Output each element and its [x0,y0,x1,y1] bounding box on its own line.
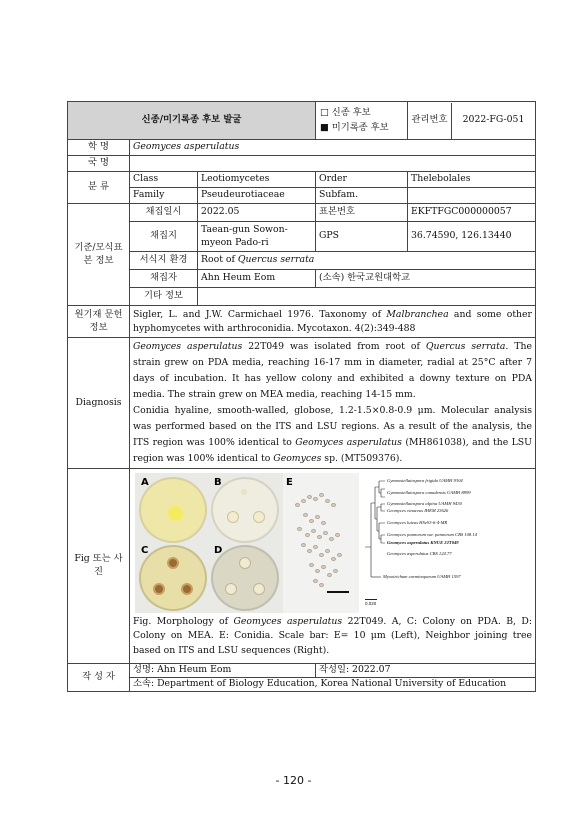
conidium-mark [321,565,326,569]
other-info-label: 기타 정보 [130,288,198,306]
collector-name: Ahn Heum Eom [198,270,316,288]
scientific-name: Geomyces asperulatus [133,141,240,153]
conidium-mark [325,549,330,553]
record-table [67,101,536,692]
conidium-mark [329,537,334,541]
habitat-value: Root of Quercus serrata [198,252,536,270]
diagnosis-text: Geomyces asperulatus 22T049 was isolated from root of Quercus serrata. The strain grew on PDA media, reaching 16-17 mm in diameter, radial at 25°C after 7 days of incubation. It has yellow colony and exhibited a downy texture on PDA media. The strain grew on MEA media, reaching 14-15 mm. Conidia hyaline, smooth-walled, globose, 1.2-1.5×0.8-0.9 μm. Molecular analysis was performed based on the ITS and LSU regions. As a result of the analysis, the ITS region was 100% identical to Geomyces asperulatus (MH861038), and the LSU region was 100% identical to Geomyces sp. (MT509376). [130,338,536,469]
korean-name-label: 국 명 [68,156,130,172]
panel-label-d: D [214,544,223,556]
original-reference: Sigler, L. and J.W. Carmichael 1976. Taxonomy of Malbranchea and some other hyphomycetes with arthroconidia. Mycotaxon. 4(2):349-488 [130,306,536,338]
order-label: Order [316,172,408,188]
order-value: Thelebolales [408,172,536,188]
tree-scale-label: 0.020 [365,600,377,606]
author-affiliation: Department of Biology Education, Korea National University of Education [157,678,507,690]
conidium-mark [315,515,320,519]
conidium-mark [323,531,328,535]
tree-taxon-label: Geomyces asperulatus KNUE 22T049 [387,539,459,545]
conidium-mark [335,533,340,537]
conidium-mark [313,579,318,583]
specimen-number-label: 표본번호 [316,204,408,222]
phylogenetic-tree [359,473,533,613]
management-number-label: 관리번호 [408,103,452,139]
class-label: Class [130,172,198,188]
plate-c [139,545,207,611]
author-date-cell: 작성일: 2022.07 [316,663,536,677]
tree-taxon-label: Gymnostellatospora alpina UAMH 9430 [387,500,462,506]
candidate-type [316,102,408,140]
panel-label-b: B [214,476,222,488]
specimen-info-label: 기준/모식표본 정보 [68,204,130,306]
gps-label: GPS [316,222,408,252]
specimen-number: EKFTFGC000000057 [408,204,536,222]
panel-label-e: E [286,476,293,488]
tree-taxon-label: Geomyces luteus HSeS3-6-4-MR [387,519,448,525]
plate-a [139,477,207,543]
classification-label: 분 류 [68,172,130,204]
author-name-cell: 성명: Ahn Heum Eom [130,663,316,677]
author-date: 2022.07 [352,664,391,676]
figure-caption: Fig. Morphology of Geomyces asperulatus 22T049. A, C: Colony on PDA. B, D: Colony on MEA. E: Conidia. Scale bar: E= 10 μm (Left), Neighbor joining tree based on ITS and LSU sequences (Right). [133,615,532,656]
class-value: Leotiomycetes [198,172,316,188]
unrecorded-species-option: ■ 미기록종 후보 [320,121,389,133]
scientific-name-label: 학 명 [68,140,130,156]
conidium-mark [309,519,314,523]
korean-name [130,156,536,172]
collection-date-label: 채집일시 [130,204,198,222]
conidium-mark [303,513,308,517]
conidium-mark [317,535,322,539]
subfamily-label: Subfam. [316,188,408,204]
conidium-mark [307,495,312,499]
family-label: Family [130,188,198,204]
collection-date: 2022.05 [198,204,316,222]
conidium-mark [331,503,336,507]
conidium-mark [305,533,310,537]
habitat-label: 서식지 환경 [130,252,198,270]
conidium-mark [307,549,312,553]
conidium-mark [319,583,324,587]
gps-value: 36.74590, 126.13440 [408,222,536,252]
conidium-mark [313,545,318,549]
family-value: Pseudeurotiaceae [198,188,316,204]
author-label: 작 성 자 [68,663,130,691]
figure-panels [133,471,533,613]
page-number: - 120 - [275,774,312,787]
conidium-mark [321,521,326,525]
tree-taxon-label: Gymnostellatospora frigida UAMH 9304 [387,477,463,483]
collector-label: 채집자 [130,270,198,288]
author-name: Ahn Heum Eom [157,664,232,676]
conidium-mark [311,529,316,533]
conidium-mark [325,499,330,503]
panel-label-c: C [141,544,149,556]
other-info [198,288,536,306]
colony-plates-image [135,473,283,613]
management-number: 2022-FG-051 [462,114,525,126]
tree-scale-bar [365,599,377,600]
collection-site-label: 채집지 [130,222,198,252]
diagnosis-label: Diagnosis [68,338,130,469]
author-affiliation-cell: 소속: Department of Biology Education, Korea National University of Education [130,677,536,691]
conidium-mark [319,553,324,557]
conidium-mark [313,497,318,501]
figure-label: Fig 또는 사진 [68,468,130,663]
conidium-mark [315,569,320,573]
conidium-mark [333,569,338,573]
conidium-mark [295,503,300,507]
conidia-micrograph [283,473,359,613]
conidium-mark [309,563,314,567]
tree-taxon-label: Geomyces vinaceus IHEM 23626 [387,507,449,513]
conidium-mark [301,499,306,503]
new-species-option: □ 신종 후보 [320,106,371,118]
form-title: 신종/미기록종 후보 발굴 [68,102,316,140]
panel-label-a: A [141,476,149,488]
conidium-mark [319,493,324,497]
subfamily-value [408,188,536,204]
original-reference-label: 원기재 문헌 정보 [68,306,130,338]
conidium-mark [301,543,306,547]
tree-taxon-label: Geomyces asperulatus CBS 124.77 [387,550,452,556]
tree-taxon-label: Gymnostellatospora canadensis UAMH 8899 [387,489,471,495]
tree-taxon-label: Geomyces pannorum var. pannorum CBS 108.14 [387,531,477,537]
conidium-mark [327,573,332,577]
management-number-cell [408,102,536,140]
collection-site: Taean-gun Sowon-myeon Pado-ri [198,222,316,252]
conidium-mark [337,553,342,557]
conidium-mark [331,557,336,561]
scale-bar [327,591,349,593]
tree-taxon-label: Myxotrichum carminoparum UAMH 1597 [383,573,461,579]
conidium-mark [297,527,302,531]
figure-cell [130,468,536,663]
collector-affiliation: (소속) 한국교원대학교 [316,270,536,288]
